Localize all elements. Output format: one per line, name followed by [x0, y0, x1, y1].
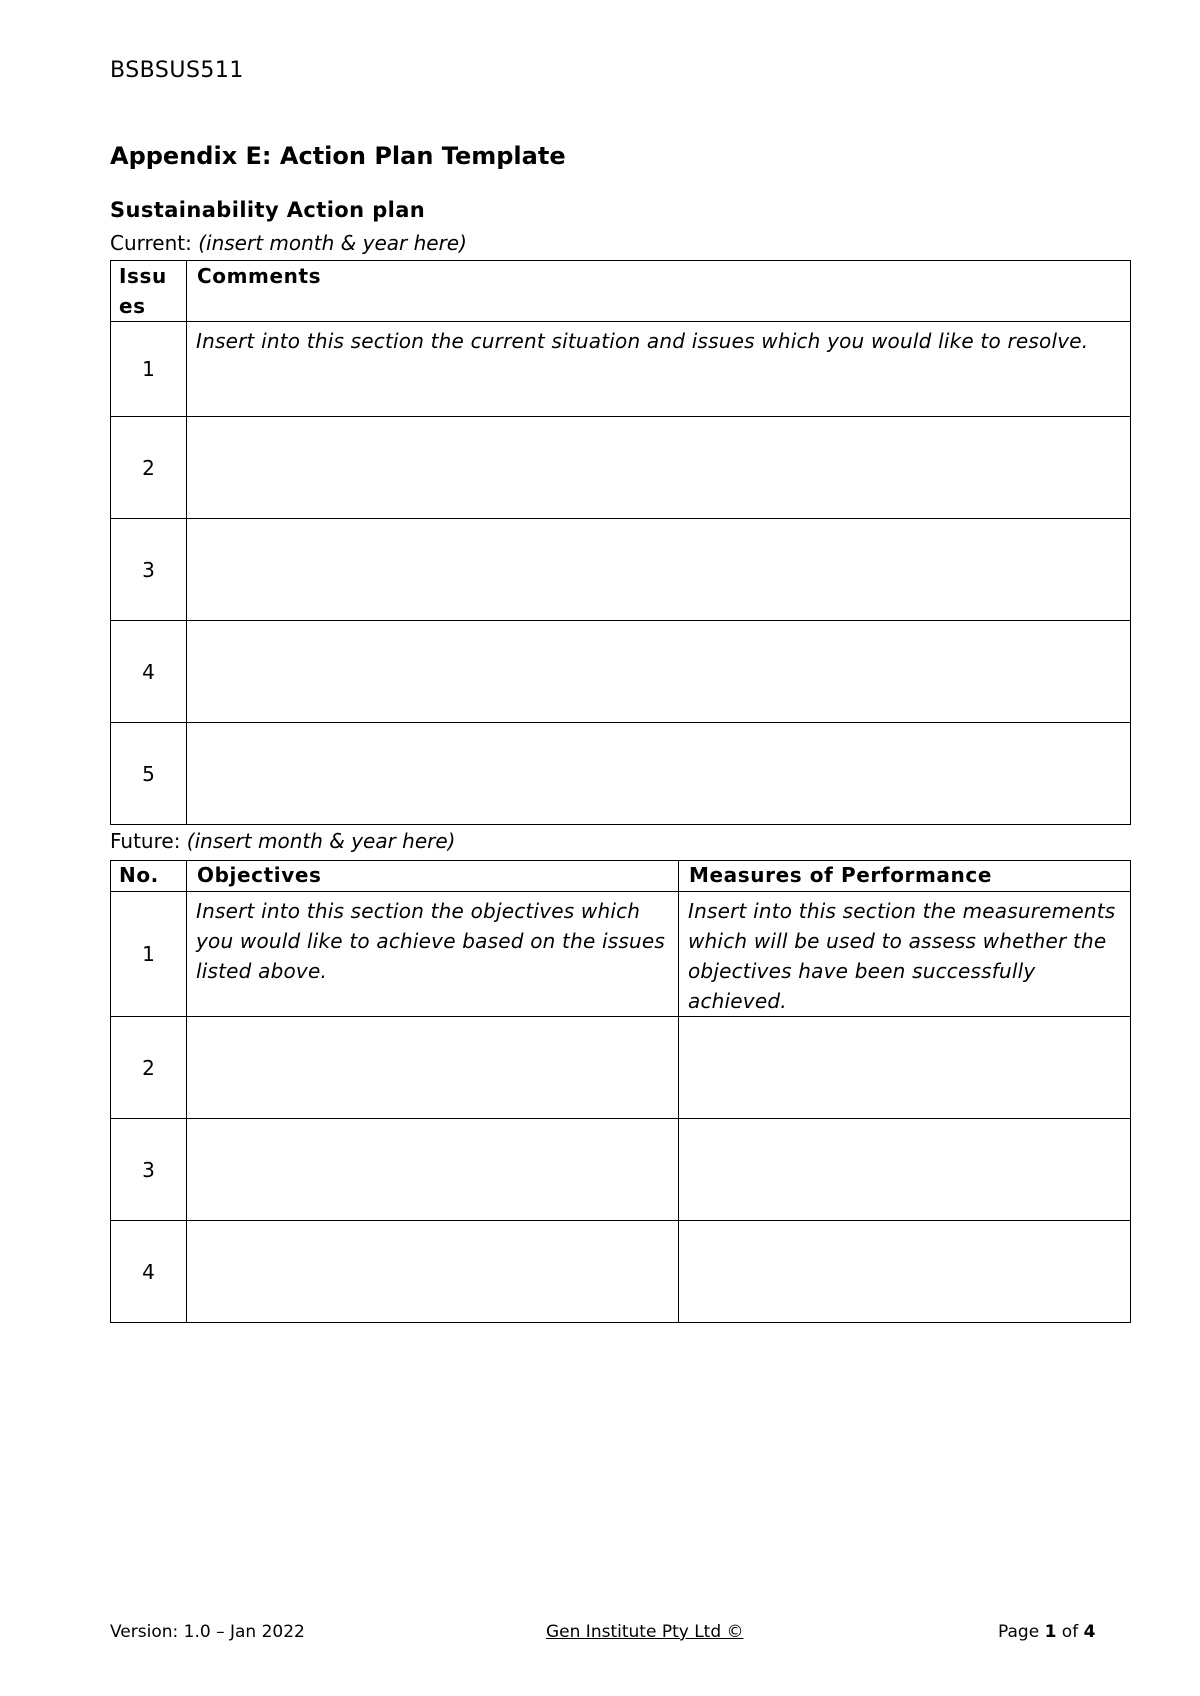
- row-number: 5: [111, 723, 187, 825]
- column-header-issues: Issu es: [111, 261, 187, 322]
- document-code: BSBSUS511: [110, 58, 244, 83]
- comment-cell[interactable]: [187, 417, 1131, 519]
- comment-cell[interactable]: [187, 519, 1131, 621]
- column-header-comments: Comments: [187, 261, 1131, 322]
- footer-page-number: [998, 1622, 1095, 1642]
- current-label-text: Current:: [110, 231, 199, 255]
- table-row: [111, 1119, 1131, 1221]
- comment-cell[interactable]: [187, 723, 1131, 825]
- page-current: 1: [1044, 1622, 1057, 1642]
- row-number: 1: [111, 892, 187, 1017]
- objective-cell[interactable]: [187, 1221, 679, 1323]
- future-period-label: [110, 829, 456, 853]
- column-header-no: No.: [111, 861, 187, 892]
- table-row: [111, 621, 1131, 723]
- table-header-row: [111, 261, 1131, 322]
- comment-cell[interactable]: Insert into this section the current situation and issues which you would like to resolve.: [187, 322, 1131, 417]
- current-issues-table: [110, 260, 1131, 825]
- page-title: Appendix E: Action Plan Template: [110, 142, 566, 170]
- row-number: 2: [111, 1017, 187, 1119]
- current-date-placeholder: (insert month & year here): [198, 231, 467, 255]
- future-date-placeholder: (insert month & year here): [186, 829, 456, 853]
- page-prefix: Page: [998, 1622, 1045, 1642]
- footer-company-link[interactable]: Gen Institute Pty Ltd ©: [546, 1622, 744, 1642]
- page-total: 4: [1083, 1622, 1096, 1642]
- row-number: 2: [111, 417, 187, 519]
- page-of: of: [1056, 1622, 1084, 1642]
- table-row: [111, 1017, 1131, 1119]
- measure-cell[interactable]: [679, 1119, 1131, 1221]
- comment-cell[interactable]: [187, 621, 1131, 723]
- row-number: 1: [111, 322, 187, 417]
- table-row: [111, 892, 1131, 1017]
- objective-cell[interactable]: Insert into this section the objectives which you would like to achieve based on the issues listed above.: [187, 892, 679, 1017]
- row-number: 3: [111, 1119, 187, 1221]
- footer-version: Version: 1.0 – Jan 2022: [110, 1622, 305, 1642]
- page-footer: [110, 1622, 1110, 1646]
- table-row: [111, 519, 1131, 621]
- future-objectives-table: [110, 860, 1131, 1323]
- row-number: 3: [111, 519, 187, 621]
- measure-cell[interactable]: Insert into this section the measurements which will be used to assess whether the objectives have been successfully achieved.: [679, 892, 1131, 1017]
- column-header-measures: Measures of Performance: [679, 861, 1131, 892]
- table-header-row: [111, 861, 1131, 892]
- current-period-label: [110, 231, 467, 255]
- section-subtitle: Sustainability Action plan: [110, 198, 426, 222]
- column-header-objectives: Objectives: [187, 861, 679, 892]
- table-row: [111, 417, 1131, 519]
- table-row: [111, 322, 1131, 417]
- row-number: 4: [111, 1221, 187, 1323]
- table-row: [111, 1221, 1131, 1323]
- measure-cell[interactable]: [679, 1017, 1131, 1119]
- objective-cell[interactable]: [187, 1017, 679, 1119]
- row-number: 4: [111, 621, 187, 723]
- objective-cell[interactable]: [187, 1119, 679, 1221]
- measure-cell[interactable]: [679, 1221, 1131, 1323]
- table-row: [111, 723, 1131, 825]
- future-label-text: Future:: [110, 829, 187, 853]
